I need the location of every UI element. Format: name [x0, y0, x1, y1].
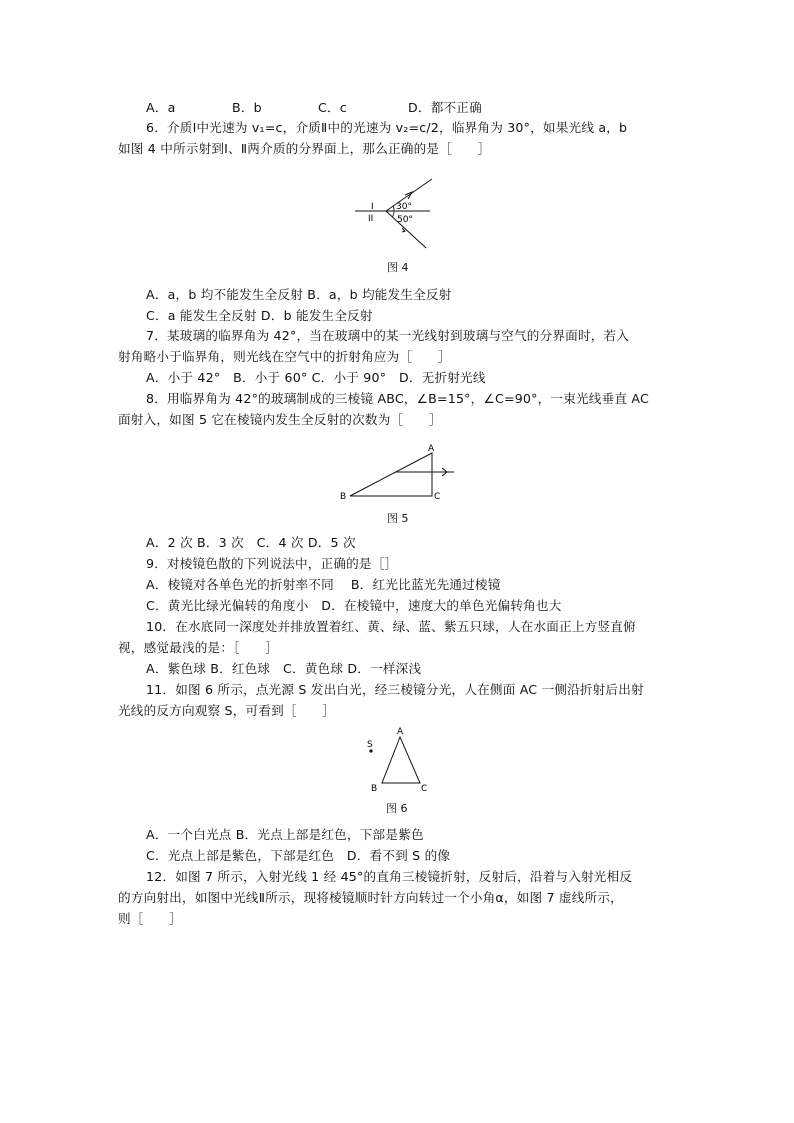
q8-text-line2: 面射入，如图 5 它在棱镜内发生全反射的次数为［ ］	[118, 412, 442, 427]
q5-option-c: C．c	[318, 100, 347, 115]
angle-30-label: 30°	[396, 202, 412, 212]
q7-text-line1: 7．某玻璃的临界角为 42°，当在玻璃中的某一光线射到玻璃与空气的分界面时，若入	[146, 328, 630, 343]
q11-options-line2: C．光点上部是紫色，下部是红色 D．看不到 S 的像	[146, 848, 451, 863]
angle-arc-top	[393, 206, 394, 211]
q6-text-line1: 6．介质Ⅰ中光速为 v₁=c，介质Ⅱ中的光速为 v₂=c/2，临界角为 30°，如果光线 a，b	[146, 120, 628, 135]
q10-text-line2: 视，感觉最浅的是：［ ］	[118, 640, 279, 655]
medium-2-label: II	[368, 214, 374, 224]
prism-abc	[350, 453, 432, 496]
q9-text-line2: A．棱镜对各单色光的折射率不同 B．红光比蓝光先通过棱镜	[146, 577, 501, 592]
q7-text-line2: 射角略小于临界角，则光线在空气中的折射角应为［ ］	[118, 349, 451, 364]
source-s-label: S	[367, 740, 373, 750]
q6-options-line1: A．a，b 均不能发生全反射 B．a，b 均能发生全反射	[146, 287, 452, 302]
vertex-c-label: C	[434, 492, 441, 502]
q9-text-line3: C．黄光比绿光偏转的角度小 D．在棱镜中，速度大的单色光偏转角也大	[146, 598, 562, 613]
q11-options-line1: A．一个白光点 B．光点上部是红色，下部是紫色	[146, 827, 424, 842]
angle-50-label: 50°	[397, 215, 413, 225]
figure-4-caption: 图 4	[387, 261, 409, 274]
q7-options: A．小于 42° B．小于 60° C．小于 90° D．无折射光线	[146, 370, 486, 385]
q5-option-d: D．都不正确	[408, 100, 482, 115]
figure-6-prism	[360, 725, 440, 795]
q5-option-a: A．a	[146, 100, 176, 115]
angle-arc-bottom	[392, 211, 394, 217]
vertex-b-label: B	[371, 784, 378, 794]
figure-5-caption: 图 5	[387, 512, 409, 525]
q5-options	[146, 98, 482, 118]
figure-5-prism	[336, 441, 458, 503]
figure-6-caption: 图 6	[386, 802, 408, 815]
vertex-a-label: A	[428, 444, 435, 454]
figure-4-diagram	[350, 174, 436, 258]
q12-text-line2: 的方向射出，如图中光线Ⅱ所示，现将棱镜顺时针方向转过一个小角α，如图 7 虚线所示，	[118, 890, 623, 905]
q9-text-line1: 9．对棱镜色散的下列说法中，正确的是［］	[146, 556, 398, 571]
q12-text-line3: 则［ ］	[118, 911, 182, 926]
q6-text-line2: 如图 4 中所示射到Ⅰ、Ⅱ两介质的分界面上，那么正确的是［ ］	[118, 141, 491, 156]
vertex-a-label: A	[397, 727, 404, 737]
triangle-prism	[382, 737, 420, 783]
q6-options-line2: C．a 能发生全反射 D．b 能发生全反射	[146, 308, 373, 323]
q5-option-b: B．b	[232, 100, 262, 115]
q11-text-line2: 光线的反方向观察 S，可看到［ ］	[118, 703, 336, 718]
q8-text-line1: 8．用临界角为 42°的玻璃制成的三棱镜 ABC，∠B=15°，∠C=90°，一束光线垂直 AC	[146, 391, 649, 406]
medium-1-label: I	[371, 202, 374, 212]
q11-text-line1: 11．如图 6 所示，点光源 S 发出白光，经三棱镜分光，人在侧面 AC 一侧沿折射后出射	[146, 682, 644, 697]
q10-text-line1: 10．在水底同一深度处并排放置着红、黄、绿、蓝、紫五只球，人在水面正上方竖直俯	[146, 619, 636, 634]
vertex-b-label: B	[340, 492, 347, 502]
q10-options: A．紫色球 B．红色球 C．黄色球 D．一样深浅	[146, 661, 422, 676]
q12-text-line1: 12．如图 7 所示，入射光线 1 经 45°的直角三棱镜折射，反射后，沿着与入射光相反	[146, 869, 633, 884]
vertex-c-label: C	[421, 784, 428, 794]
q8-options: A．2 次 B．3 次 C．4 次 D．5 次	[146, 535, 356, 550]
